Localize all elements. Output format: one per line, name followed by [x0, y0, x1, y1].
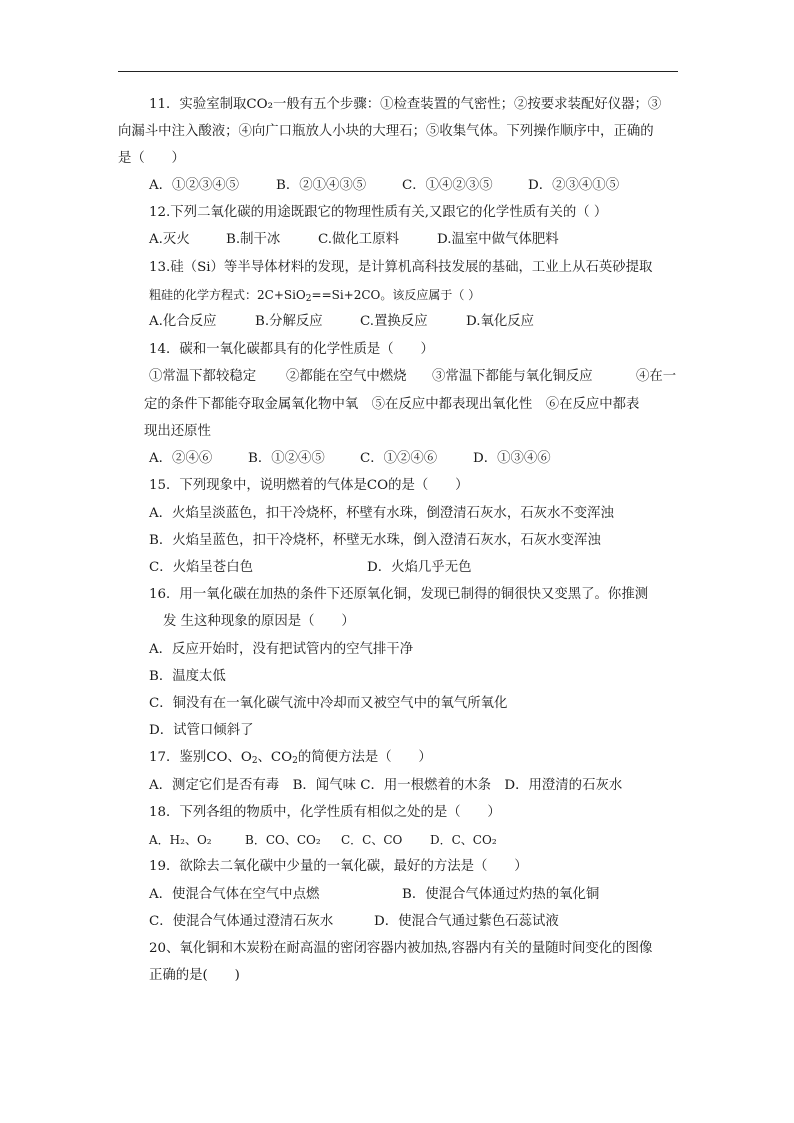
q19-option-c: C．使混合气体通过澄清石灰水 — [149, 914, 334, 929]
q18-option-a: A．H₂、O₂ — [149, 833, 212, 847]
q12-stem: 12.下列二氧化碳的用途既跟它的物理性质有关,又跟它的化学性质有关的（ ） — [149, 205, 608, 220]
q18-option-c: C．C、CO — [341, 833, 403, 847]
q17-stem-post: 的简便方法是（ ） — [297, 750, 432, 765]
q17-subscript-2: 2 — [292, 756, 298, 766]
q19-option-a: A．使混合气体在空气中点燃 — [149, 887, 320, 902]
q14-statement-1: ①常温下都较稳定 — [149, 369, 257, 384]
q18-option-d: D．C、CO₂ — [430, 833, 497, 847]
q17-subscript-1: 2 — [251, 756, 258, 766]
q20-line2: 正确的是( ) — [149, 968, 240, 983]
q15-option-c: C．火焰呈苍白色 — [149, 560, 253, 575]
q17-stem-mid: 、CO — [257, 750, 293, 765]
q12-option-a: A.灭火 — [149, 232, 190, 247]
q14-line2: 定的条件下都能夺取金属氧化物中氧 ⑤在反应中都表现出氧化性 ⑥在反应中都表 — [144, 397, 640, 412]
q11-option-c: C．①④②③⑤ — [402, 178, 493, 193]
q16-option-a: A．反应开始时，没有把试管内的空气排干净 — [149, 642, 414, 657]
q14-statement-2: ②都能在空气中燃烧 — [286, 369, 407, 384]
q12-option-b: B.制干冰 — [226, 232, 281, 247]
q15-option-b: B．火焰呈蓝色，扣干冷烧杯，杯壁无水珠，倒入澄清石灰水，石灰水变浑浊 — [149, 533, 601, 548]
q14-statement-3: ③常温下都能与氧化铜反应 — [432, 369, 593, 384]
q16-line2: 发 生这种现象的原因是（ ） — [163, 614, 355, 629]
q12-option-c: C.做化工原料 — [318, 232, 399, 247]
q15-stem: 15．下列现象中，说明燃着的气体是CO的是（ ） — [149, 478, 469, 493]
q11-line1: 11．实验室制取CO₂一般有五个步骤：①检查装置的气密性；②按要求装配好仪器；③ — [149, 97, 662, 112]
q12-option-d: D.温室中做气体肥料 — [437, 232, 559, 247]
q17-stem — [149, 749, 432, 770]
q13-option-b: B.分解反应 — [255, 314, 323, 329]
q20-line1: 20、氧化铜和木炭粉在耐高温的密闭容器内被加热,容器内有关的量随时间变化的图像 — [149, 941, 653, 956]
q11-option-d: D．②③④①⑤ — [528, 178, 620, 193]
q19-option-d: D．使混合气通过紫色石蕊试液 — [374, 914, 559, 929]
q13-option-a: A.化合反应 — [149, 314, 217, 329]
q13-line2 — [149, 286, 480, 308]
q15-option-d: D．火焰几乎无色 — [367, 560, 472, 575]
q18-option-b: B．CO、CO₂ — [245, 833, 321, 847]
q14-stem: 14．碳和一氧化碳都具有的化学性质是（ ） — [149, 342, 434, 357]
q13-option-c: C.置换反应 — [360, 314, 428, 329]
q16-line1: 16．用一氧化碳在加热的条件下还原氧化铜，发现已制得的铜很快又变黑了。你推测 — [149, 587, 649, 602]
q14-option-d: D．①③④⑥ — [473, 451, 551, 466]
q11-option-a: A．①②③④⑤ — [149, 178, 240, 193]
q19-option-b: B．使混合气体通过灼热的氧化铜 — [402, 887, 600, 902]
q19-stem: 19．欲除去二氧化碳中少量的一氧化碳，最好的方法是（ ） — [149, 859, 528, 874]
q16-option-b: B．温度太低 — [149, 669, 226, 684]
q14-option-c: C．①②④⑥ — [360, 451, 438, 466]
q13-option-d: D.氧化反应 — [466, 314, 535, 329]
q18-stem: 18．下列各组的物质中，化学性质有相似之处的是（ ） — [149, 805, 501, 820]
q11-line2: 向漏斗中注入酸液；④向广口瓶放人小块的大理石；⑤收集气体。下列操作顺序中，正确的 — [118, 124, 654, 139]
q13-equation-post: ==Si+2CO。该反应属于（ ） — [311, 288, 481, 302]
q14-option-b: B．①②④⑤ — [248, 451, 325, 466]
q14-line3: 现出还原性 — [144, 424, 211, 439]
q17-stem-pre: 17．鉴别CO、O — [149, 750, 252, 765]
q17-options: A．测定它们是否有毒 B．闻气味 C．用一根燃着的木条 D．用澄清的石灰水 — [149, 778, 623, 793]
q15-option-a: A．火焰呈淡蓝色，扣干冷烧杯，杯壁有水珠，倒澄清石灰水，石灰水不变浑浊 — [149, 506, 614, 521]
q16-option-d: D．试管口倾斜了 — [149, 723, 254, 738]
q14-statement-4-start: ④在一 — [636, 369, 677, 384]
q13-equation-subscript: 2 — [305, 294, 312, 304]
q13-equation-pre: 粗硅的化学方程式：2C+SiO — [149, 288, 306, 302]
q11-option-b: B．②①④③⑤ — [276, 178, 367, 193]
q13-line1: 13.硅（Si）等半导体材料的发现，是计算机高科技发展的基础，工业上从石英砂提取 — [149, 260, 653, 275]
header-rule — [118, 71, 678, 72]
q14-option-a: A．②④⑥ — [149, 451, 213, 466]
q11-line3: 是（ ） — [118, 151, 185, 166]
q16-option-c: C．铜没有在一氧化碳气流中冷却而又被空气中的氧气所氧化 — [149, 696, 508, 711]
